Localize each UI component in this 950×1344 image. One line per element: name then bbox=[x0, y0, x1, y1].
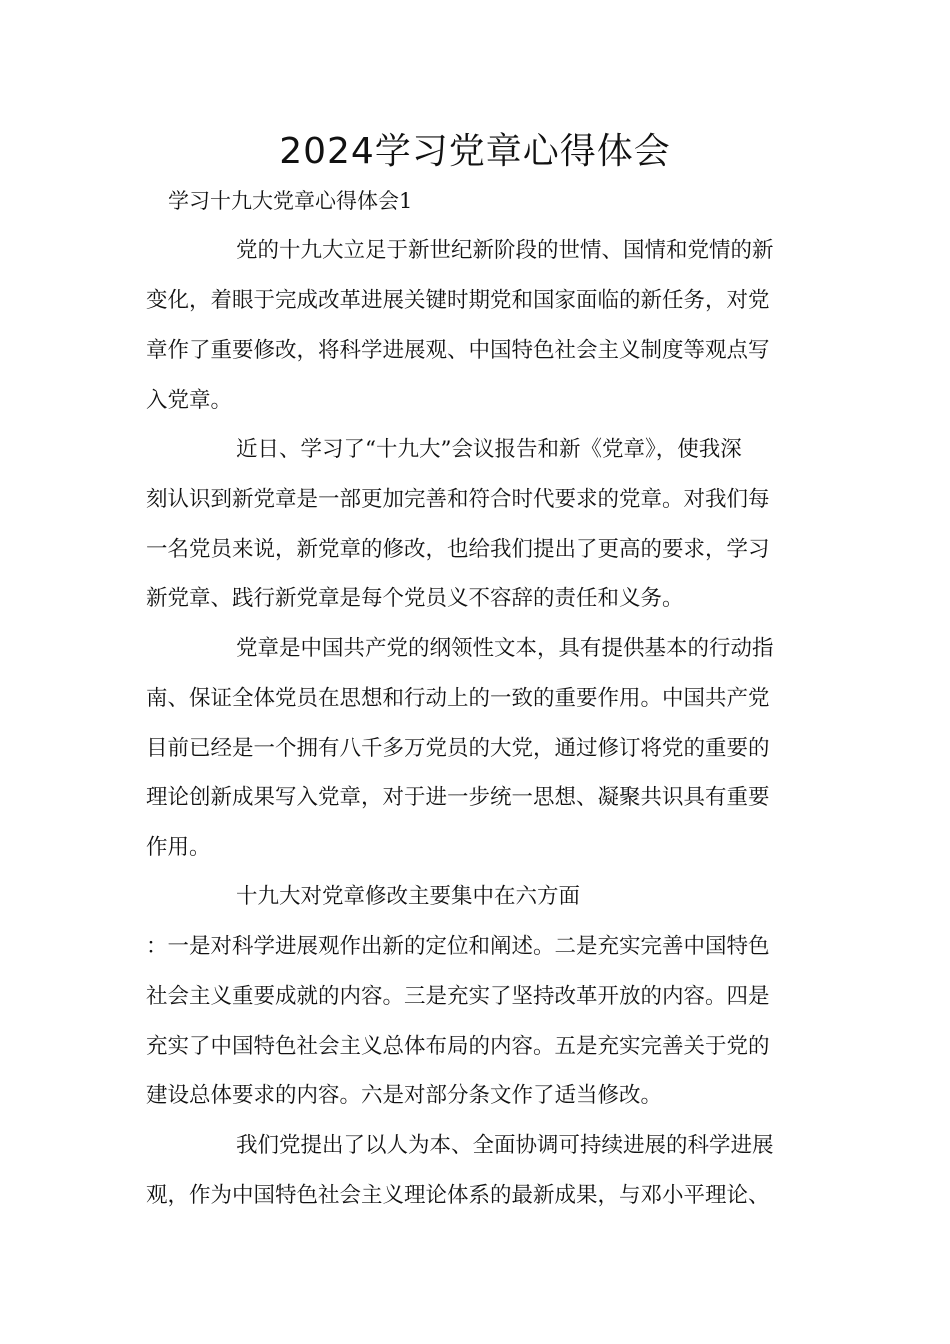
paragraph-line: 近日、学习了“十九大”会议报告和新《党章》，使我深 bbox=[236, 437, 742, 462]
paragraph-line: 党的十九大立足于新世纪新阶段的世情、国情和党情的新 bbox=[236, 238, 774, 263]
paragraph-line: 建设总体要求的内容。六是对部分条文作了适当修改。 bbox=[146, 1083, 663, 1108]
paragraph-line: 目前已经是一个拥有八千多万党员的大党，通过修订将党的重要的 bbox=[146, 736, 770, 761]
paragraph-line: 十九大对党章修改主要集中在六方面 bbox=[236, 884, 581, 909]
paragraph-line: 社会主义重要成就的内容。三是充实了坚持改革开放的内容。四是 bbox=[146, 984, 770, 1009]
paragraph-line: 入党章。 bbox=[146, 388, 233, 413]
document-subtitle: 学习十九大党章心得体会1 bbox=[168, 189, 413, 213]
paragraph-line: 新党章、践行新党章是每个党员义不容辞的责任和义务。 bbox=[146, 586, 684, 611]
paragraph-line: 理论创新成果写入党章，对于进一步统一思想、凝聚共识具有重要 bbox=[146, 785, 770, 810]
paragraph-line: 章作了重要修改，将科学进展观、中国特色社会主义制度等观点写 bbox=[146, 338, 770, 363]
paragraph-line: 党章是中国共产党的纲领性文本，具有提供基本的行动指 bbox=[236, 636, 774, 661]
document-title: 2024学习党章心得体会 bbox=[279, 131, 671, 172]
paragraph-line: 观，作为中国特色社会主义理论体系的最新成果，与邓小平理论、 bbox=[146, 1183, 770, 1208]
paragraph-line: 一名党员来说，新党章的修改，也给我们提出了更高的要求，学习 bbox=[146, 537, 770, 562]
paragraph-line: 充实了中国特色社会主义总体布局的内容。五是充实完善关于党的 bbox=[146, 1034, 770, 1059]
paragraph-line: 变化，着眼于完成改革进展关键时期党和国家面临的新任务，对党 bbox=[146, 288, 770, 313]
paragraph-line: ：一是对科学进展观作出新的定位和阐述。二是充实完善中国特色 bbox=[146, 934, 770, 959]
paragraph-line: 作用。 bbox=[146, 835, 211, 860]
paragraph-line: 南、保证全体党员在思想和行动上的一致的重要作用。中国共产党 bbox=[146, 686, 770, 711]
paragraph-line: 我们党提出了以人为本、全面协调可持续进展的科学进展 bbox=[236, 1133, 774, 1158]
paragraph-line: 刻认识到新党章是一部更加完善和符合时代要求的党章。对我们每 bbox=[146, 487, 770, 512]
